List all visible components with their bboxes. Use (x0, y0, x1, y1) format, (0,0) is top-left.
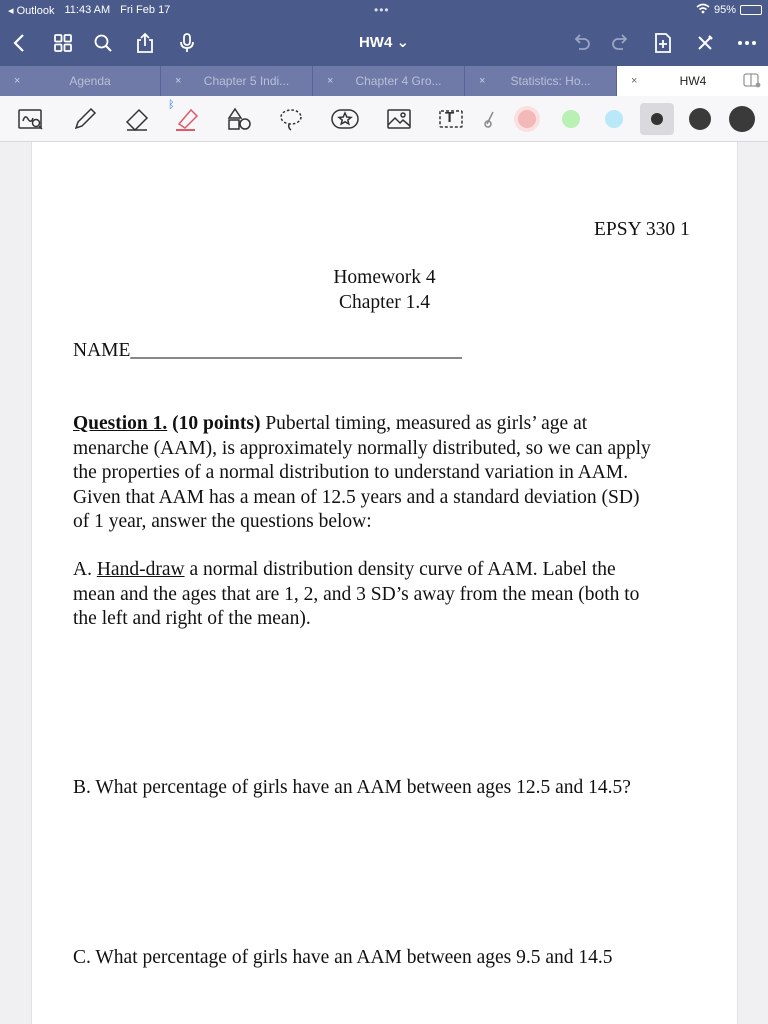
back-to-app-link[interactable]: ◂ Outlook (8, 4, 55, 17)
status-time: 11:43 AM (64, 4, 111, 16)
question-1-line-2: menarche (AAM), is approximately normally distributed, so we can apply (73, 437, 651, 459)
question-b: B. What percentage of girls have an AAM between ages 12.5 and 14.5? (73, 777, 631, 798)
image-tool[interactable] (384, 104, 414, 134)
question-1-line-3: the properties of a normal distribution to understand variation in AAM. (73, 462, 629, 483)
lasso-icon (277, 106, 305, 132)
close-pen-mode-button[interactable] (690, 28, 720, 58)
question-a-line-2: mean and the ages that are 1, 2, and 3 SD’s away from the mean (both to (73, 583, 640, 605)
battery-percent: 95% (713, 4, 736, 16)
tab-close-icon[interactable]: × (14, 75, 21, 87)
color-swatch[interactable] (651, 113, 663, 125)
multitasking-dots[interactable]: ••• (374, 3, 390, 17)
lasso-tool[interactable] (276, 104, 306, 134)
bluetooth-icon: ᛒ (168, 98, 175, 111)
text-tool[interactable] (436, 104, 466, 134)
tab-close-icon[interactable]: × (479, 75, 486, 87)
question-1-heading: Question 1. (73, 413, 168, 434)
close-pen-icon (695, 33, 715, 53)
color-swatch[interactable] (605, 110, 623, 128)
color-swatch[interactable] (518, 110, 536, 128)
annotation-toolbar (0, 96, 768, 142)
question-1-line-5: of 1 year, answer the questions below: (73, 511, 372, 532)
tab-close-icon[interactable]: × (631, 75, 638, 87)
highlighter-icon (173, 106, 201, 132)
laser-pointer-icon (483, 110, 497, 128)
redo-icon (610, 33, 632, 53)
add-page-button[interactable] (648, 28, 678, 58)
image-icon (386, 107, 412, 131)
lasso-zoom-tool[interactable] (16, 104, 46, 134)
homework-title: Homework 4 (333, 267, 436, 288)
elements-tool[interactable] (330, 104, 360, 134)
document-page[interactable] (31, 142, 738, 1024)
battery-icon (740, 5, 762, 15)
pen-tool[interactable] (70, 104, 100, 134)
document-canvas[interactable] (0, 142, 768, 1024)
tab-label: Chapter 4 Gro... (355, 74, 442, 88)
add-page-icon (653, 32, 673, 54)
name-label: NAME (73, 340, 131, 361)
shapes-tool[interactable] (224, 104, 254, 134)
split-view-icon[interactable] (743, 73, 761, 91)
tab-chapter-5[interactable] (161, 66, 313, 96)
question-a-line-1: A. Hand-draw a normal distribution density curve of AAM. Label the (73, 559, 616, 580)
color-swatch[interactable] (689, 108, 711, 130)
tab-chapter-4[interactable] (313, 66, 465, 96)
tab-label: Statistics: Ho... (510, 74, 591, 88)
document-tab-bar (0, 66, 768, 96)
handwriting-zoom-icon (17, 106, 45, 132)
color-swatch[interactable] (562, 110, 580, 128)
undo-button[interactable] (566, 28, 596, 58)
highlighter-tool[interactable] (168, 98, 202, 134)
more-icon (737, 40, 757, 46)
question-1-line-4: Given that AAM has a mean of 12.5 years and a standard deviation (SD) (73, 486, 640, 508)
tab-statistics[interactable] (465, 66, 617, 96)
color-swatch[interactable] (729, 106, 755, 132)
tab-label: Chapter 5 Indi... (203, 74, 290, 88)
document-title-menu[interactable]: HW4 ⌄ (358, 34, 410, 51)
eraser-tool[interactable] (122, 104, 152, 134)
name-blank-line: __________________________________ (130, 340, 462, 361)
status-date: Fri Feb 17 (120, 4, 171, 16)
redo-button[interactable] (606, 28, 636, 58)
question-c: C. What percentage of girls have an AAM between ages 9.5 and 14.5 (73, 947, 613, 968)
tab-hw4[interactable] (617, 66, 768, 96)
course-code: EPSY 330 1 (594, 219, 690, 240)
shapes-icon (225, 106, 253, 132)
document-nav-bar (0, 20, 768, 66)
hand-draw-emphasis: Hand-draw (96, 559, 185, 580)
question-1-points: (10 points) (172, 413, 261, 434)
pen-icon (72, 106, 98, 132)
wifi-icon (696, 3, 710, 17)
eraser-icon (123, 106, 151, 132)
question-a-line-3: the left and right of the mean). (73, 608, 311, 629)
tab-label: HW4 (679, 74, 707, 88)
tab-close-icon[interactable]: × (175, 75, 182, 87)
tab-label: Agenda (69, 74, 111, 88)
name-field (73, 339, 462, 364)
status-bar (0, 0, 768, 20)
chapter-subtitle: Chapter 1.4 (339, 292, 430, 313)
more-options-button[interactable] (732, 28, 762, 58)
undo-icon (570, 33, 592, 53)
question-1-line-1: Question 1. (10 points) Pubertal timing, measured as girls’ age at (73, 413, 588, 434)
tab-close-icon[interactable]: × (327, 75, 334, 87)
laser-pointer-tool[interactable] (482, 104, 498, 134)
text-tool-label: T (445, 109, 455, 126)
tab-agenda[interactable] (0, 66, 161, 96)
sticker-star-icon (330, 106, 360, 132)
